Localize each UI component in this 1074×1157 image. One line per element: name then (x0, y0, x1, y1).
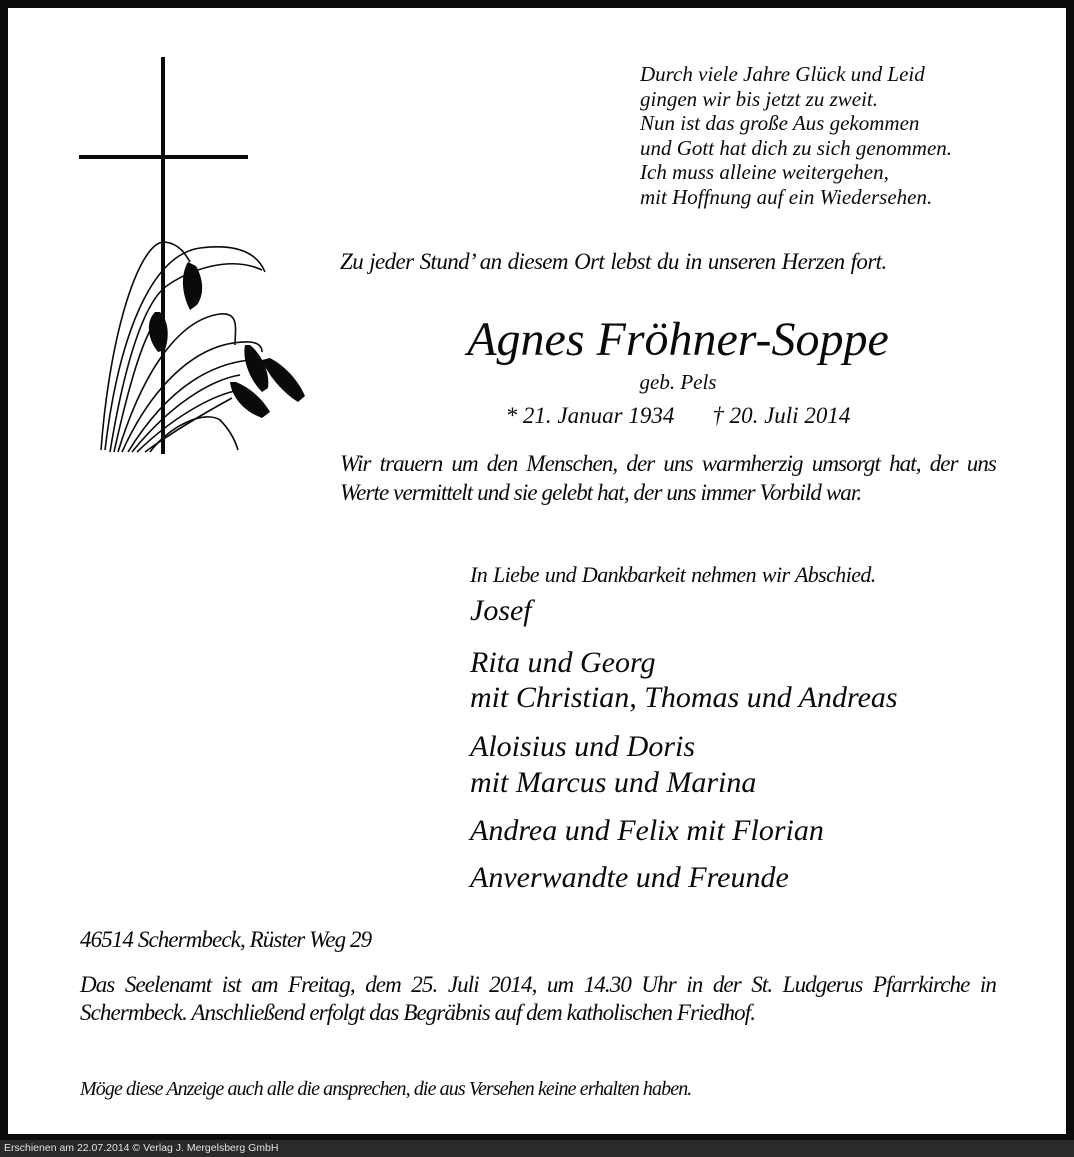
maiden-name: geb. Pels (639, 370, 717, 394)
mourner-line: Rita und Georg (470, 646, 656, 679)
poem (640, 62, 952, 209)
poem-line: mit Hoffnung auf ein Wiedersehen. (640, 184, 933, 209)
poem-line: Ich muss alleine weitergehen, (640, 160, 889, 184)
mourner-line: mit Christian, Thomas und Andreas (470, 681, 898, 714)
life-dates (340, 402, 1016, 430)
service-info: Das Seelenamt ist am Freitag, dem 25. Juli 2014, um 14.30 Uhr in der St. Ludgerus Pfarrkirche in Schermbeck. Anschließend erfolgt das Begräbnis auf dem katholischen Friedhof. (80, 972, 996, 1025)
grass-stems (101, 242, 265, 452)
obituary-notice (8, 8, 1066, 1134)
birth-date: * 21. Januar 1934 (505, 403, 675, 428)
poem-line: und Gott hat dich zu sich genommen. (640, 135, 953, 160)
motto: Zu jeder Stund’ an diesem Ort lebst du in unseren Herzen fort. (340, 249, 887, 274)
poem-line: Nun ist das große Aus gekommen (640, 111, 920, 135)
publication-footer: Erschienen am 22.07.2014 © Verlag J. Mergelsberg GmbH (0, 1140, 1074, 1157)
deceased-name: Agnes Fröhner-Soppe (467, 313, 889, 366)
farewell-line: In Liebe und Dankbarkeit nehmen wir Abschied. (470, 562, 876, 587)
poem-line: gingen wir bis jetzt zu zweit. (640, 86, 879, 111)
poem-line: Durch viele Jahre Glück und Leid (640, 62, 925, 86)
mourner-line: Andrea und Felix mit Florian (470, 814, 824, 847)
cross-with-grass-icon (8, 8, 328, 468)
mourner-line: Anverwandte und Freunde (470, 861, 789, 894)
cross-vertical-bar (161, 57, 165, 454)
mourner-line: Josef (470, 594, 532, 627)
tribute-text: Wir trauern um den Menschen, der uns warmherzig umsorgt hat, der uns Werte vermittelt und sie gelebt hat, der uns immer Vorbild war. (340, 451, 996, 505)
grass-heads (149, 262, 305, 418)
death-date: † 20. Juli 2014 (712, 403, 851, 428)
note: Möge diese Anzeige auch alle die ansprechen, die aus Versehen keine erhalten haben. (80, 1078, 692, 1100)
mourner-line: mit Marcus und Marina (470, 766, 757, 799)
cross-horizontal-bar (79, 155, 248, 159)
mourner-line: Aloisius und Doris (470, 730, 696, 763)
address: 46514 Schermbeck, Rüster Weg 29 (80, 927, 372, 952)
